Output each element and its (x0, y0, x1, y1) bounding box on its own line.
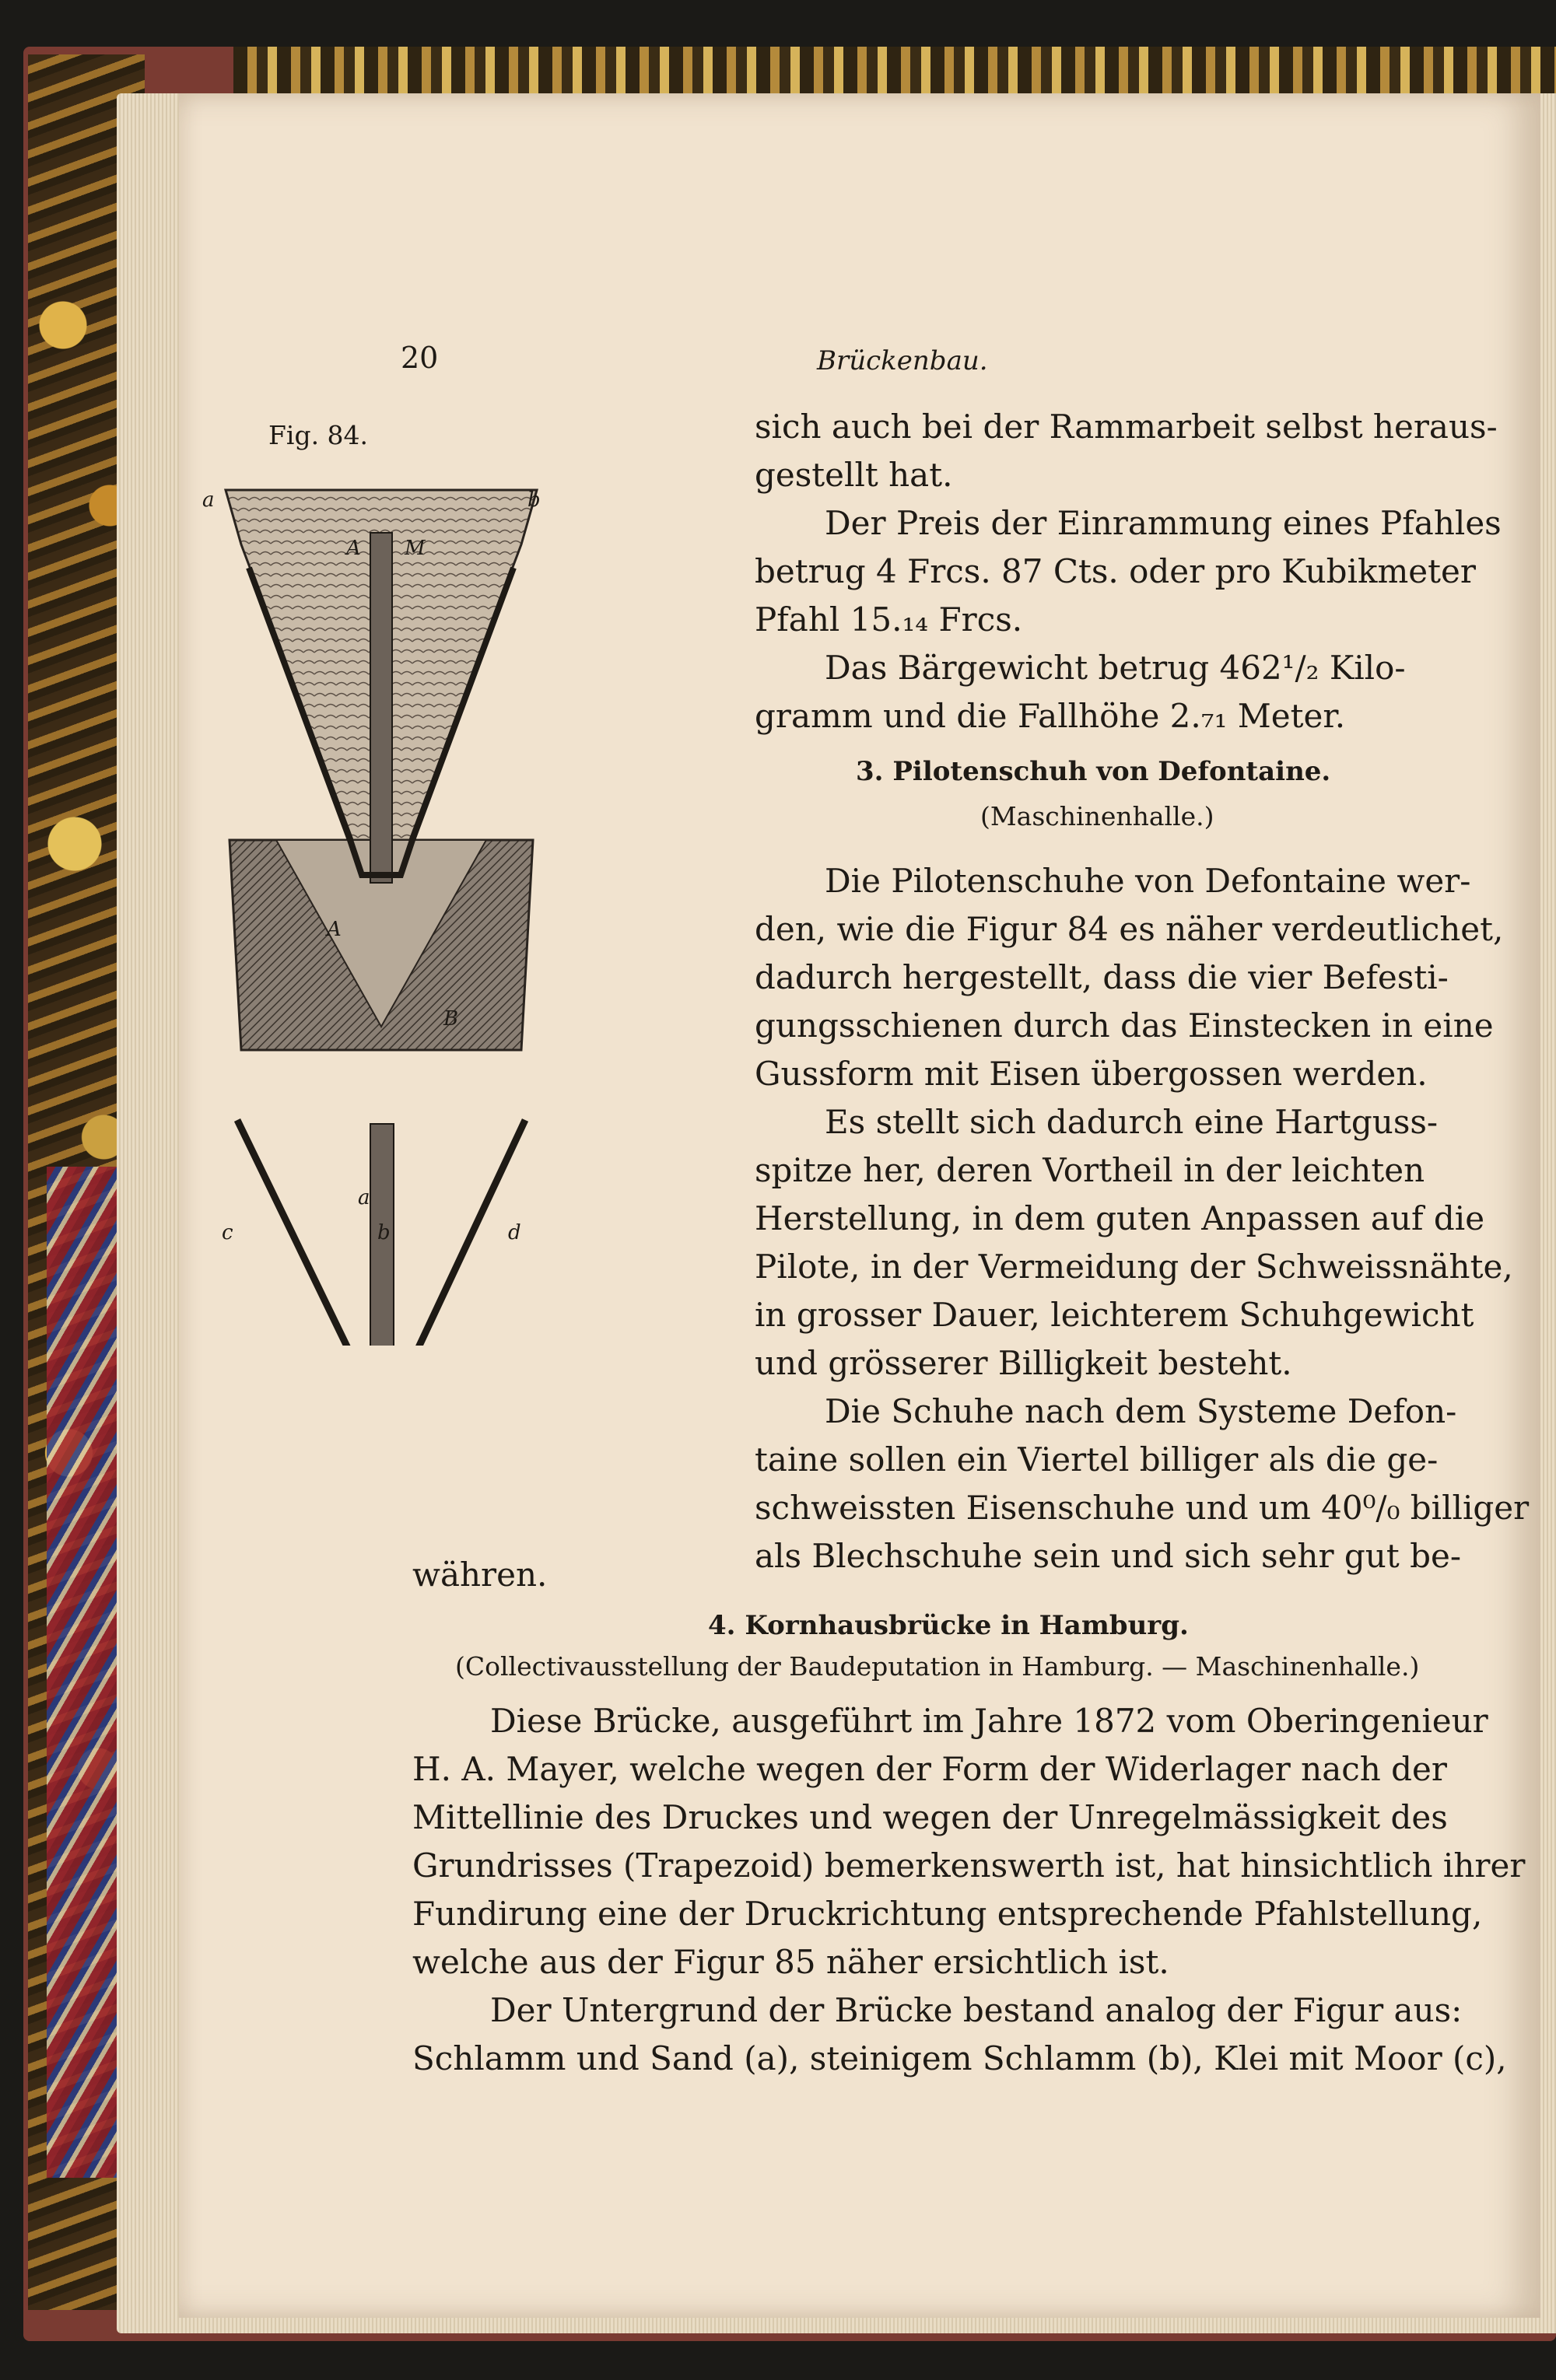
section-3-subtitle: (Maschinenhalle.) (980, 801, 1214, 831)
side-rail-c (237, 1120, 358, 1346)
section-4-title: 4. Kornhausbrücke in Hamburg. (708, 1610, 1189, 1641)
fig-label-a: a (358, 1186, 370, 1209)
text-line: betrug 4 Frcs. 87 Cts. oder pro Kubikmeter (755, 552, 1476, 590)
text-line: und grösserer Billigkeit besteht. (755, 1344, 1292, 1382)
column-paragraph-3 (755, 857, 1533, 1580)
fig-label-A: A (346, 537, 361, 560)
text-line: als Blechschuhe sein und sich sehr gut be- (755, 1537, 1462, 1575)
text-line: Grundrisses (Trapezoid) bemerkenswerth ist, hat hinsichtlich ihrer (412, 1846, 1526, 1885)
figure-84-drawing (194, 451, 568, 1346)
text-line: Pfahl 15.₁₄ Frcs. (755, 600, 1023, 639)
text-line: Die Schuhe nach dem Systeme Defon- (825, 1392, 1457, 1430)
text-line: schweissten Eisenschuhe und um 40⁰/₀ billiger (755, 1489, 1530, 1527)
fig-label-c: c (222, 1221, 233, 1244)
text-line: Gussform mit Eisen übergossen werden. (755, 1055, 1428, 1093)
text-line: spitze her, deren Vortheil in der leichten (755, 1151, 1425, 1189)
text-line: taine sollen ein Viertel billiger als die ge- (755, 1440, 1439, 1479)
text-line: gramm und die Fallhöhe 2.₇₁ Meter. (755, 697, 1346, 735)
fig-label-d: d (508, 1221, 521, 1244)
running-title: Brückenbau. (817, 345, 988, 376)
section-3-title: 3. Pilotenschuh von Defontaine. (856, 756, 1331, 787)
text-line: Es stellt sich dadurch eine Hartguss- (825, 1103, 1439, 1141)
section-4-subtitle: (Collectivausstellung der Baudeputation in Hamburg. — Maschinenhalle.) (455, 1651, 1420, 1682)
text-line: Diese Brücke, ausgeführt im Jahre 1872 vom Oberingenieur (490, 1702, 1488, 1740)
text-line: dadurch hergestellt, dass die vier Befesti- (755, 958, 1449, 996)
fig-label-A2: A (327, 918, 342, 941)
text-line: welche aus der Figur 85 näher ersichtlich ist. (412, 1943, 1169, 1981)
text-line: sich auch bei der Rammarbeit selbst heraus- (755, 408, 1498, 446)
text-line: Herstellung, in dem guten Anpassen auf die (755, 1199, 1485, 1237)
fig-label-a-top: a (202, 488, 215, 512)
page-number: 20 (401, 341, 439, 375)
figure-caption: Fig. 84. (268, 420, 369, 450)
fastening-rail (370, 533, 392, 883)
text-line: H. A. Mayer, welche wegen der Form der Widerlager nach der (412, 1750, 1447, 1788)
text-line: Der Preis der Einrammung eines Pfahles (825, 504, 1502, 542)
text-line: Mittellinie des Druckes und wegen der Unregelmässigkeit des (412, 1798, 1448, 1836)
text-line: Fundirung eine der Druckrichtung entsprechende Pfahlstellung, (412, 1895, 1483, 1933)
text-line: Die Pilotenschuhe von Defontaine wer- (825, 862, 1471, 900)
text-line: Das Bärgewicht betrug 462¹/₂ Kilo- (825, 649, 1406, 687)
fig-label-b-top: b (527, 488, 541, 512)
text-line: den, wie die Figur 84 es näher verdeutlichet, (755, 910, 1504, 948)
book-page (179, 93, 1540, 2318)
column-paragraph-1 (755, 403, 1533, 740)
text-line: in grosser Dauer, leichterem Schuhgewicht (755, 1296, 1474, 1334)
text-line: gestellt hat. (755, 456, 953, 494)
fig-label-M: M (405, 537, 426, 560)
marbled-cover-top (233, 47, 1556, 93)
fig-label-B: B (443, 1007, 459, 1031)
continuation-word: währen. (412, 1556, 548, 1594)
fig-label-b: b (377, 1221, 391, 1244)
text-line: gungsschienen durch das Einstecken in eine (755, 1006, 1494, 1045)
text-line: Pilote, in der Vermeidung der Schweissnähte, (755, 1248, 1513, 1286)
text-line: Schlamm und Sand (a), steinigem Schlamm (b), Klei mit Moor (c), (412, 2039, 1507, 2077)
section-4-paragraph (412, 1697, 1526, 2083)
text-line: Der Untergrund der Brücke bestand analog der Figur aus: (490, 1991, 1463, 2029)
